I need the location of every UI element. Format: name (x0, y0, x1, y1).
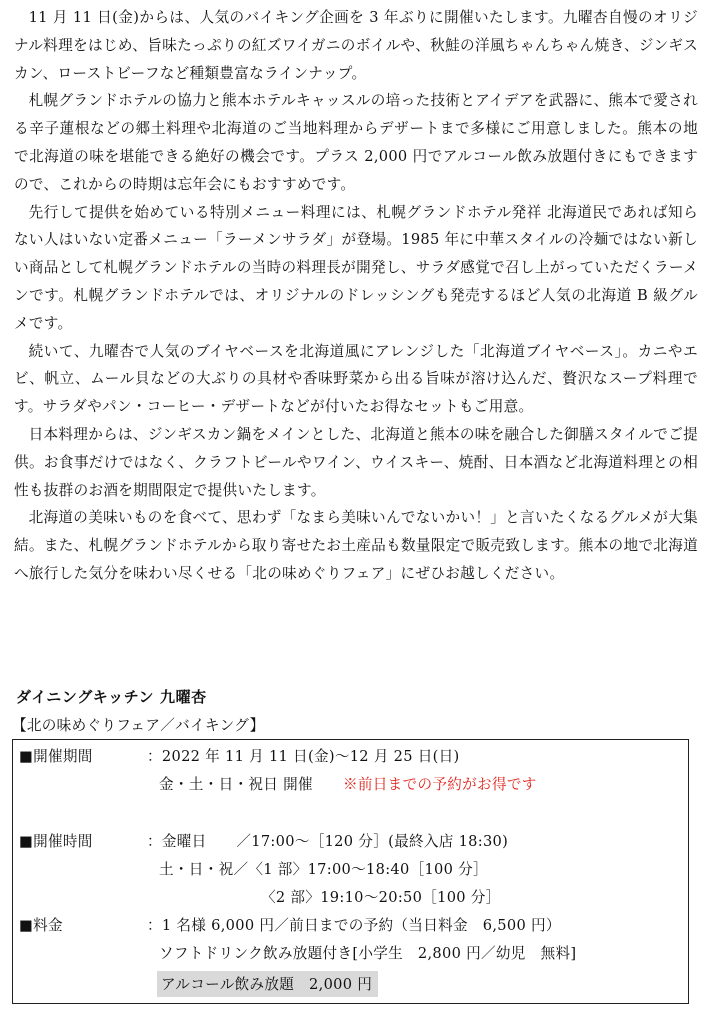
price-drinks: ソフトドリンク飲み放題付き[小学生 2,800 円／幼児 無料] (159, 945, 577, 962)
price-alcohol: アルコール飲み放題 2,000 円 (157, 971, 378, 997)
hours-weekend-part1: 土・日・祝／〈1 部〉17:00～18:40［100 分］ (159, 861, 488, 878)
paragraph: 日本料理からは、ジンギスカン鍋をメインとした、北海道と熊本の味を融合した御膳スタイルでご提供。お食事だけではなく、クラフトビールやワイン、ウイスキー、焼酎、日本酒など北海道料理との相性も抜群のお酒を期間限定で提供いたします。 (14, 425, 698, 499)
price-main: ：1 名様 6,000 円／前日までの予約（当日料金 6,500 円） (147, 917, 561, 934)
period-label: ■開催期間 (19, 748, 93, 765)
section-title: ダイニングキッチン 九曜杏 (16, 688, 207, 706)
days-value: 金・土・日・祝日 開催 (159, 776, 313, 793)
paragraph: 北海道の美味いものを食べて、思わず「なまら美味いんでないかい！」と言いたくなるグルメが大集結。また、札幌グランドホテルから取り寄せたお土産品も数量限定で販売致します。熊本の地で北海道へ旅行した気分を味わい尽くせる「北の味めぐりフェア」にぜひお越しください。 (14, 509, 698, 582)
event-subtitle: 【北の味めぐりフェア／バイキング】 (12, 717, 265, 734)
paragraph: 先行して提供を始めている特別メニュー料理には、札幌グランドホテル発祥 北海道民であれば知らない人はいない定番メニュー「ラーメンサラダ」が登場。1985 年に中華スタイルの冷麺ではない新しい商品として札幌グランドホテルの当時の料理長が開発し、サラダ感覚で召し上がっていただくラーメンです。札幌グランドホテルでは、オリジナルのドレッシングも発売するほど人気の北海道 B 級グルメです。 (14, 203, 698, 332)
hours-label: ■開催時間 (19, 833, 93, 850)
reservation-note: ※前日までの予約がお得です (343, 776, 537, 793)
price-label: ■料金 (19, 917, 63, 934)
event-info-box (12, 739, 689, 1004)
period-value: ：2022 年 11 月 11 日(金)～12 月 25 日(日) (147, 748, 460, 765)
paragraph: 続いて、九曜杏で人気のブイヤベースを北海道風にアレンジした「北海道ブイヤベース」。カニやエビ、帆立、ムール貝などの大ぶりの具材や香味野菜から出る旨味が溶け込んだ、贅沢なスープ料理です。サラダやパン・コーヒー・デザートなどが付いたお得なセットもご用意。 (14, 342, 698, 416)
hours-weekend-part2: 〈2 部〉19:10～20:50［100 分］ (261, 889, 501, 906)
article-body (14, 4, 698, 588)
hours-friday: ：金曜日 ／17:00～［120 分］(最終入店 18:30) (147, 833, 509, 850)
paragraph: 11 月 11 日(金)からは、人気のバイキング企画を 3 年ぶりに開催いたします。九曜杏自慢のオリジナル料理をはじめ、旨味たっぷりの紅ズワイガニのボイルや、秋鮭の洋風ちゃんちゃん焼き、ジンギスカン、ローストビーフなど種類豊富なラインナップ。 (14, 9, 698, 82)
paragraph: 札幌グランドホテルの協力と熊本ホテルキャッスルの培った技術とアイデアを武器に、熊本で愛される辛子蓮根などの郷土料理や北海道のご当地料理からデザートまで多様にご用意しました。熊本の地で北海道の味を堪能できる絶好の機会です。プラス 2,000 円でアルコール飲み放題付きにもできますので、これからの時期は忘年会にもおすすめです。 (14, 92, 698, 193)
